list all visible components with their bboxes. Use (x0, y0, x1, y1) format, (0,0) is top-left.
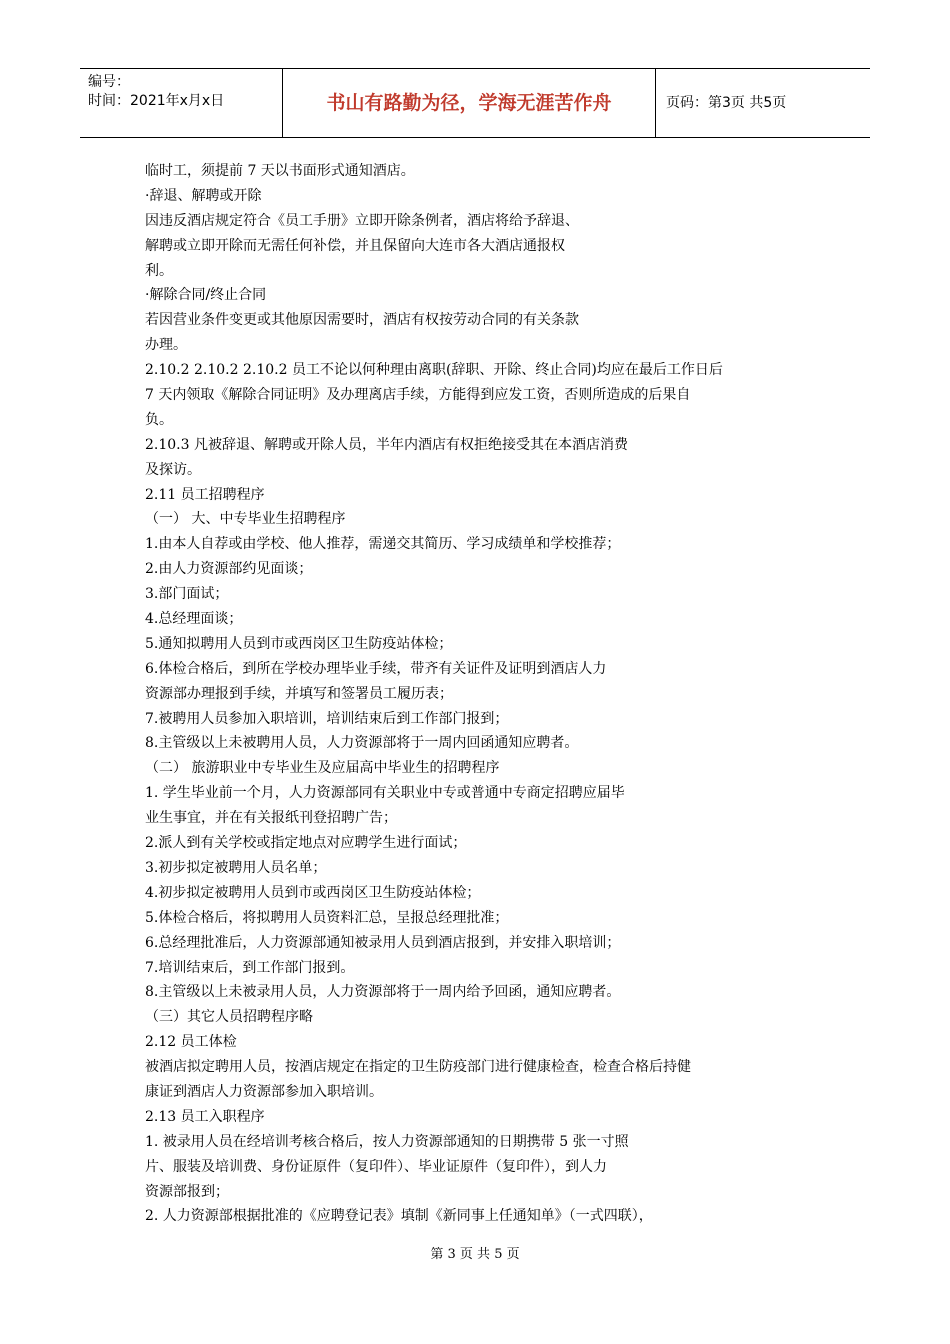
text-line: 负。 (145, 411, 173, 428)
text-line: 4.总经理面谈； (145, 611, 243, 628)
header-page-code: 页码：第3页 共5页 (666, 95, 787, 111)
text-line: 6.体检合格后，到所在学校办理毕业手续，带齐有关证件及证明到酒店人力 (145, 660, 607, 677)
text-line: 因违反酒店规定符合《员工手册》立即开除条例者，酒店将给予辞退、 (145, 212, 579, 229)
document-time-label: 时间：2021年x月x日 (88, 93, 225, 109)
text-line: 1. 被录用人员在经培训考核合格后，按人力资源部通知的日期携带 5 张一寸照 (145, 1133, 629, 1150)
text-line: 被酒店拟定聘用人员，按酒店规定在指定的卫生防疫部门进行健康检查，检查合格后持健 (145, 1059, 691, 1076)
header-info-cell (80, 69, 283, 137)
text-line: 7.被聘用人员参加入职培训，培训结束后到工作部门报到； (145, 710, 509, 727)
text-line: ·解除合同/终止合同 (145, 287, 267, 304)
text-line: 5.通知拟聘用人员到市或西岗区卫生防疫站体检； (145, 635, 453, 652)
header-page-cell (656, 69, 870, 137)
document-body (145, 159, 820, 1229)
text-line: 3.部门面试； (145, 586, 229, 603)
text-line: 办理。 (145, 337, 187, 354)
text-line: 业生事宜，并在有关报纸刊登招聘广告； (145, 810, 397, 827)
text-line: 6.总经理批准后，人力资源部通知被录用人员到酒店报到，并安排入职培训； (145, 934, 621, 951)
text-line: 利。 (145, 262, 173, 279)
text-line: 3.初步拟定被聘用人员名单； (145, 859, 327, 876)
text-line: 资源部办理报到手续，并填写和签署员工履历表； (145, 685, 453, 702)
text-line: 1. 学生毕业前一个月，人力资源部同有关职业中专或普通中专商定招聘应届毕 (145, 785, 625, 802)
text-line: 1.由本人自荐或由学校、他人推荐，需递交其简历、学习成绩单和学校推荐； (145, 536, 621, 553)
page-header (80, 68, 870, 138)
text-line: 5.体检合格后，将拟聘用人员资料汇总，呈报总经理批准； (145, 909, 509, 926)
text-line: 康证到酒店人力资源部参加入职培训。 (145, 1083, 383, 1100)
text-line: 及探访。 (145, 461, 201, 478)
text-line: 4.初步拟定被聘用人员到市或西岗区卫生防疫站体检； (145, 884, 481, 901)
text-line: 临时工，须提前 7 天以书面形式通知酒店。 (145, 163, 415, 179)
text-line: 2.10.3 凡被辞退、解聘或开除人员，半年内酒店有权拒绝接受其在本酒店消费 (145, 436, 628, 453)
text-line: 8.主管级以上未被聘用人员，人力资源部将于一周内回函通知应聘者。 (145, 735, 579, 752)
header-motto: 书山有路勤为径，学海无涯苦作舟 (326, 92, 612, 114)
text-line: 资源部报到； (145, 1183, 229, 1200)
page-footer: 第 3 页 共 5 页 (430, 1247, 520, 1262)
text-line: 7 天内领取《解除合同证明》及办理离店手续，方能得到应发工资，否则所造成的后果自 (145, 387, 691, 404)
document-number-label: 编号： (88, 74, 130, 90)
header-motto-cell (283, 69, 656, 137)
text-line: 2.10.2 2.10.2 2.10.2 员工不论以何种理由离职(辞职、开除、终止合同)均应在最后工作日后 (145, 362, 723, 379)
text-line: 8.主管级以上未被录用人员，人力资源部将于一周内给予回函，通知应聘者。 (145, 984, 621, 1001)
text-line: 7.培训结束后，到工作部门报到。 (145, 959, 355, 976)
text-line: 片、服装及培训费、身份证原件（复印件）、毕业证原件（复印件），到人力 (145, 1158, 607, 1175)
text-line: ·辞退、解聘或开除 (145, 187, 262, 204)
text-line: 2.13 员工入职程序 (145, 1108, 265, 1125)
text-line: （一） 大、中专毕业生招聘程序 (145, 511, 346, 528)
text-line: 若因营业条件变更或其他原因需要时，酒店有权按劳动合同的有关条款 (145, 312, 579, 329)
text-line: 2. 人力资源部根据批准的《应聘登记表》填制《新同事上任通知单》（一式四联）， (145, 1208, 653, 1225)
text-line: 2.由人力资源部约见面谈； (145, 561, 313, 578)
text-line: 解聘或立即开除而无需任何补偿，并且保留向大连市各大酒店通报权 (145, 237, 565, 254)
text-line: 2.11 员工招聘程序 (145, 486, 265, 503)
text-line: （三）其它人员招聘程序略 (145, 1009, 313, 1026)
text-line: 2.派人到有关学校或指定地点对应聘学生进行面试； (145, 835, 467, 852)
text-line: 2.12 员工体检 (145, 1034, 237, 1051)
text-line: （二） 旅游职业中专毕业生及应届高中毕业生的招聘程序 (145, 760, 500, 777)
